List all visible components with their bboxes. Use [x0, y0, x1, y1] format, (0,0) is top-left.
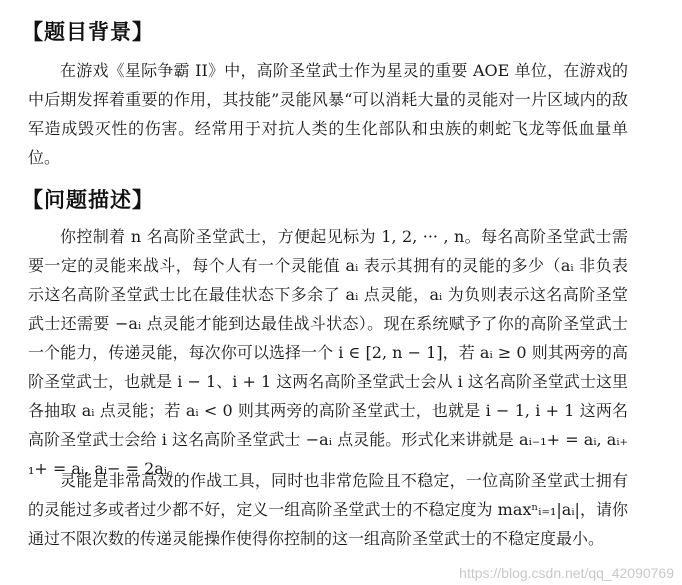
watermark: https://blog.csdn.net/qq_42090769 [459, 565, 674, 581]
problem-paragraph-2: 灵能是非常高效的作战工具，同时也非常危险且不稳定，一位高阶圣堂武士拥有的灵能过多或者过少都不好，定义一组高阶圣堂武士的不稳定度为 maxⁿᵢ₌₁|aᵢ|，请你通过不限次数的传递灵能操作使得你控制的这一组高阶圣堂武士的不稳定度最小。 [28, 471, 628, 548]
problem-paragraph-1: 你控制着 n 名高阶圣堂武士，方便起见标为 1, 2, ··· , n。每名高阶圣堂武士需要一定的灵能来战斗，每个人有一个灵能值 aᵢ 表示其拥有的灵能的多少（aᵢ 非负表示这名高阶圣堂武士比在最佳状态下多余了 aᵢ 点灵能，aᵢ 为负则表示这名高阶圣堂武士还需要 −aᵢ 点灵能才能到达最佳战斗状态）。现在系统赋予了你的高阶圣堂武士一个能力，传递灵能，每次你可以选择一个 i ∈ [2, n − 1]，若 aᵢ ≥ 0 则其两旁的高阶圣堂武士，也就是 i − 1、i + 1 这两名高阶圣堂武士会从 i 这名高阶圣堂武士这里各抽取 aᵢ 点灵能；若 aᵢ < 0 则其两旁的高阶圣堂武士，也就是 i − 1, i + 1 这两名高阶圣堂武士会给 i 这名高阶圣堂武士 −aᵢ 点灵能。形式化来讲就是 aᵢ₋₁+ = aᵢ, aᵢ₊₁+ = aᵢ, aᵢ− = 2aᵢ。 [28, 227, 628, 478]
background-paragraph: 在游戏《星际争霸 II》中，高阶圣堂武士作为星灵的重要 AOE 单位，在游戏的中后期发挥着重要的作用，其技能”灵能风暴“可以消耗大量的灵能对一片区域内的敌军造成毁灭性的伤害。经常用于对抗人类的生化部队和虫族的刺蛇飞龙等低血量单位。 [28, 61, 628, 167]
problem-heading: 【问题描述】 [22, 188, 154, 212]
background-heading: 【题目背景】 [22, 20, 154, 44]
